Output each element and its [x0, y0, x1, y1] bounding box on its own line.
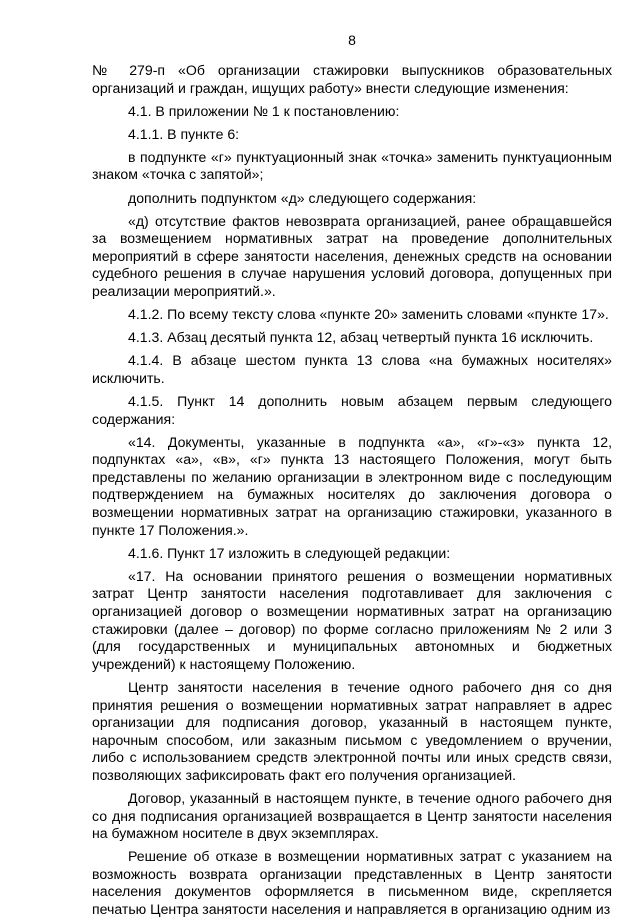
paragraph: 4.1.5. Пункт 14 дополнить новым абзацем первым следующего содержания: — [92, 393, 612, 427]
paragraph: 4.1.4. В абзаце шестом пункта 13 слова «на бумажных носителях» исключить. — [92, 352, 612, 386]
paragraph: Решение об отказе в возмещении нормативных затрат с указанием на возможность возврата организации представленных в Центр занятости населения документов оформляется в письменном виде, скрепляется печатью Центра занятости населения и направляется в организацию одним из — [92, 848, 612, 918]
paragraph: 4.1.3. Абзац десятый пункта 12, абзац четвертый пункта 16 исключить. — [128, 329, 594, 346]
paragraph: «д) отсутствие фактов невозврата организацией, ранее обращавшейся за возмещением нормативных затрат на проведение дополнительных мероприятий в сфере занятости населения, денежных средств на основании судебного решения в случае нарушения условий договора, допущенных при реализации мероприятий.». — [92, 212, 612, 300]
paragraph: «17. На основании принятого решения о возмещении нормативных затрат Центр занятости населения подготавливает для заключения с организацией договор о возмещении нормативных затрат на организацию стажировки (далее – договор) по форме согласно приложениям № 2 или 3 (для государственных и муниципальных автономных и бюджетных учреждений) к настоящему Положению. — [92, 567, 612, 672]
paragraph: «14. Документы, указанные в подпункта «а», «г»-«з» пункта 12, подпунктах «а», «в», «г» пункта 13 настоящего Положения, могут быть представлены по желанию организации в электронном виде с последующим подтверждением на бумажных носителях до заключения договора о возмещении нормативных затрат на организацию стажировки, указанного в пункте 17 Положения.». — [92, 433, 612, 538]
paragraph: 4.1.6. Пункт 17 изложить в следующей редакции: — [128, 544, 451, 561]
paragraph: в подпункте «г» пунктуационный знак «точка» заменить пунктуационным знаком «точка с запятой»; — [92, 148, 612, 183]
paragraph: 4.1. В приложении № 1 к постановлению: — [128, 102, 400, 119]
document-body — [92, 62, 612, 924]
paragraph: 4.1.1. В пункте 6: — [128, 125, 240, 142]
paragraph: дополнить подпунктом «д» следующего содержания: — [128, 189, 477, 206]
paragraph: 4.1.2. По всему тексту слова «пункте 20» заменить словами «пункте 17». — [128, 306, 609, 323]
paragraph: Договор, указанный в настоящем пункте, в течение одного рабочего дня со дня подписания организацией возвращается в Центр занятости населения на бумажном носителе в двух экземплярах. — [92, 789, 612, 842]
page-number: 8 — [348, 32, 356, 48]
paragraph: № 279-п «Об организации стажировки выпускников образовательных организаций и граждан, ищущих работу» внести следующие изменения: — [92, 62, 612, 96]
paragraph: Центр занятости населения в течение одного рабочего дня со дня принятия решения о возмещении нормативных затрат направляет в адрес организации для подписания договор, указанный в настоящем пункте, нарочным способом, или заказным письмом с уведомлением о вручении, либо с использованием средств электронной почты или иных средств связи, позволяющих зафиксировать факт его получения организацией. — [92, 678, 612, 783]
